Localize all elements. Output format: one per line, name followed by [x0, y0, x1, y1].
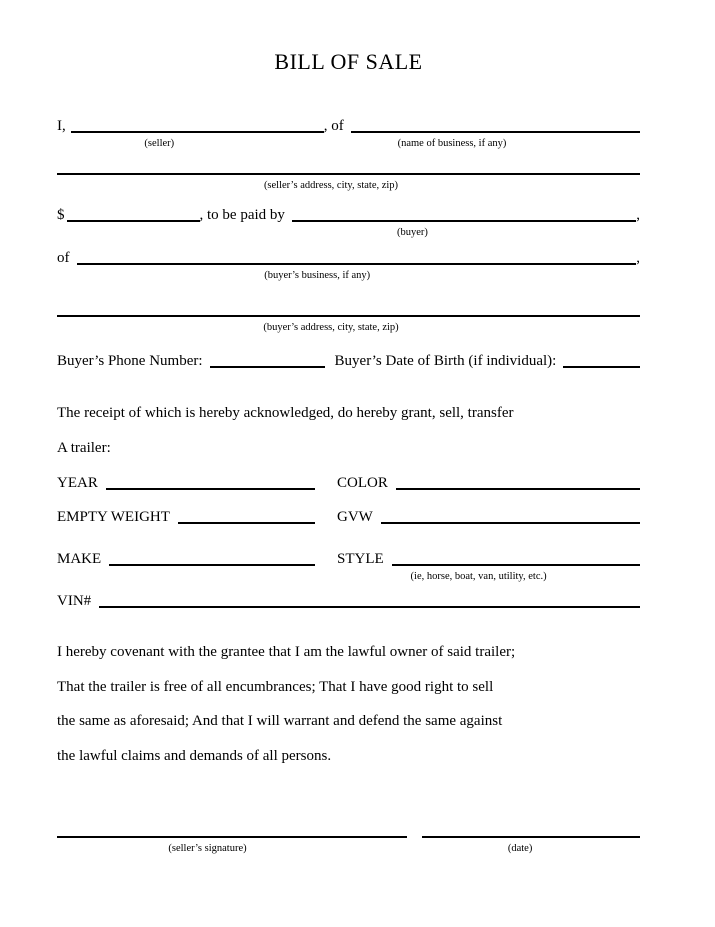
- seller-address-row: [57, 160, 640, 191]
- buyer-phone-field[interactable]: [210, 363, 325, 368]
- buyer-business-comma: ,: [636, 250, 640, 266]
- price-row: [57, 206, 640, 238]
- gvw-group: [337, 508, 640, 527]
- date-sublabel: (date): [507, 843, 533, 854]
- gvw-label: GVW: [337, 509, 373, 525]
- business-name-sublabel: (name of business, if any): [397, 138, 507, 149]
- covenant-line: the lawful claims and demands of all persons.: [57, 748, 332, 764]
- buyer-business-field[interactable]: [77, 260, 637, 281]
- buyer-address-row: [57, 302, 640, 333]
- seller-signature-sublabel: (seller’s signature): [168, 843, 247, 854]
- date-field[interactable]: [422, 833, 640, 854]
- phone-dob-row: [57, 352, 640, 371]
- buyer-dob-label: Buyer’s Date of Birth (if individual):: [334, 353, 557, 369]
- style-label: STYLE: [337, 551, 384, 567]
- buyer-dob-field[interactable]: [563, 363, 640, 368]
- vin-row: [57, 592, 640, 611]
- buyer-sublabel: (buyer): [396, 227, 428, 238]
- business-name-field[interactable]: [351, 128, 640, 149]
- weight-gvw-row: [57, 508, 640, 527]
- signature-row: [57, 823, 640, 854]
- make-style-row: [57, 550, 640, 582]
- dollar-sign-label: $: [57, 207, 65, 223]
- buyer-address-field[interactable]: [57, 312, 640, 333]
- style-hint-sublabel: (ie, horse, boat, van, utility, etc.): [410, 571, 547, 582]
- year-color-row: [57, 474, 640, 493]
- price-row-comma: ,: [636, 207, 640, 223]
- document-content: [57, 0, 640, 854]
- seller-row: [57, 117, 640, 149]
- covenant-line: I hereby covenant with the grantee that I am the lawful owner of said trailer;: [57, 644, 516, 660]
- make-field[interactable]: [109, 561, 315, 566]
- empty-weight-field[interactable]: [178, 519, 315, 524]
- buyer-business-prefix-label: of: [57, 250, 70, 266]
- color-field[interactable]: [396, 485, 640, 490]
- empty-weight-group: [57, 508, 315, 527]
- vin-label: VIN#: [57, 593, 92, 609]
- of-label: , of: [323, 118, 344, 134]
- seller-sublabel: (seller): [144, 138, 175, 149]
- style-group: [337, 550, 640, 582]
- gvw-field[interactable]: [381, 519, 640, 524]
- color-group: [337, 474, 640, 493]
- make-group: [57, 550, 315, 569]
- covenant-line: That the trailer is free of all encumbrances; That I have good right to sell: [57, 679, 494, 695]
- seller-prefix-label: I,: [57, 118, 66, 134]
- seller-name-field[interactable]: [71, 128, 324, 149]
- empty-weight-label: EMPTY WEIGHT: [57, 509, 170, 525]
- style-field[interactable]: [392, 561, 640, 582]
- to-be-paid-by-label: , to be paid by: [199, 207, 285, 223]
- year-group: [57, 474, 315, 493]
- seller-address-field[interactable]: [57, 170, 640, 191]
- seller-signature-field[interactable]: [57, 833, 407, 854]
- vin-field[interactable]: [99, 603, 640, 608]
- buyer-address-sublabel: (buyer’s address, city, state, zip): [263, 322, 399, 333]
- buyer-phone-label: Buyer’s Phone Number:: [57, 353, 203, 369]
- receipt-statement: The receipt of which is hereby acknowledged, do hereby grant, sell, transfer: [57, 405, 514, 421]
- seller-address-sublabel: (seller’s address, city, state, zip): [263, 180, 399, 191]
- buyer-business-sublabel: (buyer’s business, if any): [264, 270, 371, 281]
- color-label: COLOR: [337, 475, 388, 491]
- covenant-line: the same as aforesaid; And that I will warrant and defend the same against: [57, 713, 503, 729]
- buyer-business-row: [57, 249, 640, 281]
- year-label: YEAR: [57, 475, 98, 491]
- make-label: MAKE: [57, 551, 102, 567]
- year-field[interactable]: [106, 485, 315, 490]
- buyer-name-field[interactable]: [292, 217, 636, 238]
- sale-amount-field[interactable]: [67, 217, 200, 222]
- trailer-statement: A trailer:: [57, 440, 111, 456]
- page-title: BILL OF SALE: [274, 49, 423, 74]
